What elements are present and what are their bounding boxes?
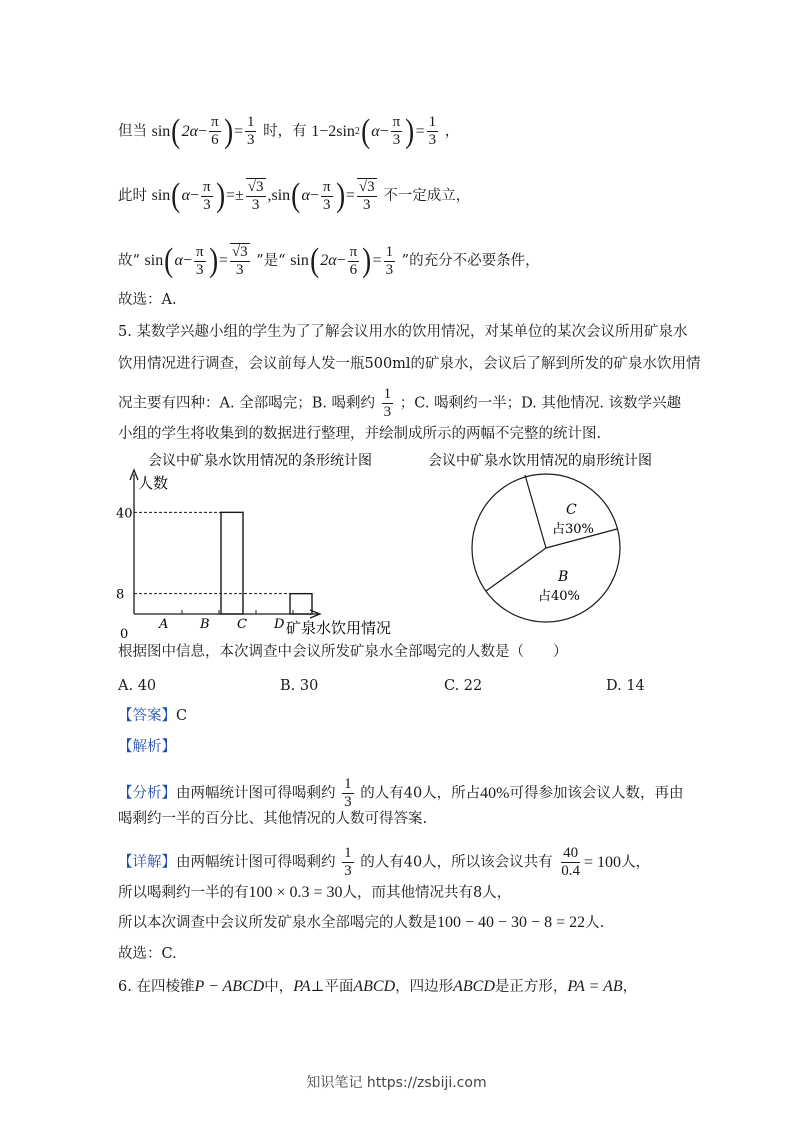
y-tick-label-40: 40 bbox=[116, 506, 133, 522]
bar-b bbox=[221, 512, 243, 614]
question-6-line-1: 6. 在四棱锥 P − ABCD 中， PA ⊥平面 ABCD ，四边形 ABCD 是正方形， PA = AB ， bbox=[118, 978, 638, 995]
x-tick-label-b: B bbox=[200, 617, 210, 632]
question-5-line-1: 5. 某数学兴趣小组的学生为了了解会议用水的饮用情况，对某单位的某次会议所用矿泉水 bbox=[118, 324, 688, 340]
question-5-line-4: 小组的学生将收集到的数据进行整理，并绘制成所示的两幅不完整的统计图. bbox=[118, 426, 602, 442]
pie-chart bbox=[420, 448, 690, 628]
bar-chart-title: 会议中矿泉水饮用情况的条形统计图 bbox=[148, 453, 372, 469]
x-axis-origin-label: 0 bbox=[120, 627, 129, 640]
question-5-prompt: 根据图中信息，本次调查中会议所发矿泉水全部喝完的人数是（ ） bbox=[118, 644, 568, 660]
fenxi-line-1: 【分析】由两幅统计图可得喝剩约 $\frac{1}{3}$ 的人有40人，所占40%可得参加该会议人数，再由 bbox=[118, 776, 684, 810]
option-d: D. 14 bbox=[606, 678, 645, 694]
pie-slice-b-label: B bbox=[558, 569, 569, 585]
xiangjie-line-2: 所以喝剩约一半的有100 × 0.3 = 30人，而其他情况共有8人， bbox=[118, 884, 512, 901]
math-expression: sin ( 2α − $\frac{\pi}{6}$ ) = $\frac{1}{3}$ bbox=[290, 242, 394, 279]
math-expression: sin ( α − $\frac{\pi}{3}$ ) = ± $\frac{√3}{3}$ , sin ( α − $\frac{\pi}{3}$ ) = $\frac{√3}{3}$ bbox=[151, 177, 375, 214]
option-a: A. 40 bbox=[118, 678, 157, 694]
text: 时，有 bbox=[263, 123, 307, 140]
question-5-line-3: 况主要有四种：A. 全部喝完；B. 喝剩约 $\frac{1}{3}$ ；C. 喝剩约一半；D. 其他情况. 该数学兴趣 bbox=[118, 386, 682, 420]
fenxi-line-2: 喝剩约一半的百分比、其他情况的人数可得答案. bbox=[118, 811, 428, 827]
pie-slice-c-percent: 占30% bbox=[552, 522, 594, 537]
solution-line-1: 但当 sin ( 2α − $\frac{\pi}{6}$ ) = $\frac{1}{3}$ 时，有 1−2 sin 2 ( α − $\frac{\pi}{3}$ ) = $\frac{1}{3}$ ， bbox=[118, 112, 460, 150]
pie-slice-border bbox=[486, 548, 546, 591]
y-tick-label-8: 8 bbox=[116, 587, 125, 603]
answer-label: 【答案】 bbox=[118, 708, 176, 724]
x-tick-label-c: C bbox=[237, 617, 247, 632]
choice-line: 故选：A. bbox=[118, 292, 177, 308]
math-expression: 1−2 sin 2 ( α − $\frac{\pi}{3}$ ) = $\frac{1}{3}$ bbox=[311, 112, 437, 150]
solution-line-2: 此时 sin ( α − $\frac{\pi}{3}$ ) = ± $\frac{√3}{3}$ , sin ( α − $\frac{\pi}{3}$ ) = $\frac{√3}{3}$ 不一定成立， bbox=[118, 177, 471, 214]
answer-line bbox=[118, 706, 187, 726]
xiangjie-line-1: 【详解】由两幅统计图可得喝剩约 $\frac{1}{3}$ 的人有40人，所以该会议共有 $\frac{40}{0.4}$ = 100人， bbox=[118, 845, 651, 879]
xiangjie-line-3: 所以本次调查中会议所发矿泉水全部喝完的人数是100 − 40 − 30 − 8 = 22人. bbox=[118, 914, 605, 931]
answer-value: C bbox=[176, 708, 188, 724]
analysis-label: 【解析】 bbox=[118, 739, 176, 755]
pie-slice-b-percent: 占40% bbox=[538, 589, 580, 604]
final-choice: 故选：C. bbox=[118, 946, 177, 962]
math-expression: sin ( α − $\frac{\pi}{3}$ ) = $\frac{√3}{3}$ bbox=[144, 242, 248, 279]
solution-line-3: 故“ sin ( α − $\frac{\pi}{3}$ ) = $\frac{√3}{3}$ ”是“ sin ( 2α − $\frac{\pi}{6}$ ) = $\frac{1}{3}$ ”的充分不必要条件， bbox=[118, 242, 540, 279]
x-tick-label-a: A bbox=[159, 617, 169, 632]
y-axis-label: 人数 bbox=[138, 474, 169, 492]
option-b: B. 30 bbox=[280, 678, 319, 694]
option-c: C. 22 bbox=[444, 678, 483, 694]
math-expression: sin ( 2α − $\frac{\pi}{6}$ ) = $\frac{1}{3}$ bbox=[151, 112, 255, 150]
pie-slice-c-label: C bbox=[566, 502, 577, 518]
text: 但当 bbox=[118, 123, 147, 140]
bar-chart bbox=[110, 448, 410, 640]
footer-watermark: 知识笔记 https://zsbiji.com bbox=[306, 1075, 487, 1091]
x-axis-label: 矿泉水饮用情况 bbox=[286, 619, 392, 637]
question-5-line-2: 饮用情况进行调查，会议前每人发一瓶500ml的矿泉水，会议后了解到所发的矿泉水饮用情 bbox=[118, 356, 701, 372]
x-tick-label-d: D bbox=[274, 617, 285, 632]
pie-chart-title: 会议中矿泉水饮用情况的扇形统计图 bbox=[428, 453, 652, 469]
pie-slice-border bbox=[525, 475, 546, 548]
